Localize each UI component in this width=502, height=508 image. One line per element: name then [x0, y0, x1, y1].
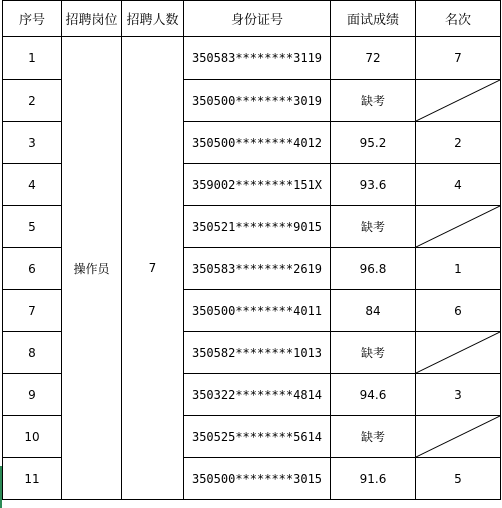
cell-no[interactable]: 9 — [3, 374, 62, 416]
cell-score[interactable]: 缺考 — [331, 80, 416, 122]
results-table — [2, 0, 501, 500]
header-id[interactable]: 身份证号 — [184, 1, 331, 37]
cell-id[interactable]: 350521********9015 — [184, 206, 331, 248]
cell-score[interactable]: 72 — [331, 37, 416, 80]
header-rank[interactable]: 名次 — [416, 1, 501, 37]
cell-no[interactable]: 8 — [3, 332, 62, 374]
cell-no[interactable]: 6 — [3, 248, 62, 290]
header-row — [3, 1, 501, 37]
cell-no[interactable]: 2 — [3, 80, 62, 122]
header-score[interactable]: 面试成绩 — [331, 1, 416, 37]
cell-no[interactable]: 7 — [3, 290, 62, 332]
cell-rank[interactable]: 4 — [416, 164, 501, 206]
cell-id[interactable]: 350583********2619 — [184, 248, 331, 290]
cell-id[interactable]: 350500********3015 — [184, 458, 331, 500]
cell-id[interactable]: 350583********3119 — [184, 37, 331, 80]
cell-id[interactable]: 350500********4012 — [184, 122, 331, 164]
cell-no[interactable]: 11 — [3, 458, 62, 500]
diagonal-slash-icon — [416, 416, 500, 457]
diagonal-slash-icon — [416, 332, 500, 373]
cell-rank[interactable]: 5 — [416, 458, 501, 500]
cell-score[interactable]: 94.6 — [331, 374, 416, 416]
cell-rank[interactable]: 6 — [416, 290, 501, 332]
cell-score[interactable]: 93.6 — [331, 164, 416, 206]
cell-id[interactable]: 350525********5614 — [184, 416, 331, 458]
cell-rank[interactable]: 7 — [416, 37, 501, 80]
diagonal-slash-icon — [416, 206, 500, 247]
cell-id[interactable]: 350582********1013 — [184, 332, 331, 374]
cell-rank[interactable] — [416, 332, 501, 374]
cell-score[interactable]: 95.2 — [331, 122, 416, 164]
cell-score[interactable]: 96.8 — [331, 248, 416, 290]
cell-no[interactable]: 1 — [3, 37, 62, 80]
cell-no[interactable]: 10 — [3, 416, 62, 458]
diagonal-slash-icon — [416, 80, 500, 121]
header-count[interactable]: 招聘人数 — [122, 1, 184, 37]
cell-score[interactable]: 84 — [331, 290, 416, 332]
header-no[interactable]: 序号 — [3, 1, 62, 37]
cell-score[interactable]: 缺考 — [331, 416, 416, 458]
cell-id[interactable]: 350500********4011 — [184, 290, 331, 332]
cell-rank[interactable] — [416, 416, 501, 458]
cell-rank[interactable]: 2 — [416, 122, 501, 164]
cell-rank[interactable]: 3 — [416, 374, 501, 416]
cell-score[interactable]: 91.6 — [331, 458, 416, 500]
table-body — [3, 37, 501, 500]
cell-score[interactable]: 缺考 — [331, 206, 416, 248]
cell-id[interactable]: 350500********3019 — [184, 80, 331, 122]
cell-rank[interactable] — [416, 80, 501, 122]
cell-no[interactable]: 3 — [3, 122, 62, 164]
cell-no[interactable]: 4 — [3, 164, 62, 206]
header-position[interactable]: 招聘岗位 — [62, 1, 122, 37]
table-row — [3, 37, 501, 80]
cell-id[interactable]: 359002********151X — [184, 164, 331, 206]
cell-position[interactable]: 操作员 — [62, 37, 122, 500]
cell-count[interactable]: 7 — [122, 37, 184, 500]
cell-no[interactable]: 5 — [3, 206, 62, 248]
cell-rank[interactable] — [416, 206, 501, 248]
cell-id[interactable]: 350322********4814 — [184, 374, 331, 416]
cell-rank[interactable]: 1 — [416, 248, 501, 290]
cell-score[interactable]: 缺考 — [331, 332, 416, 374]
